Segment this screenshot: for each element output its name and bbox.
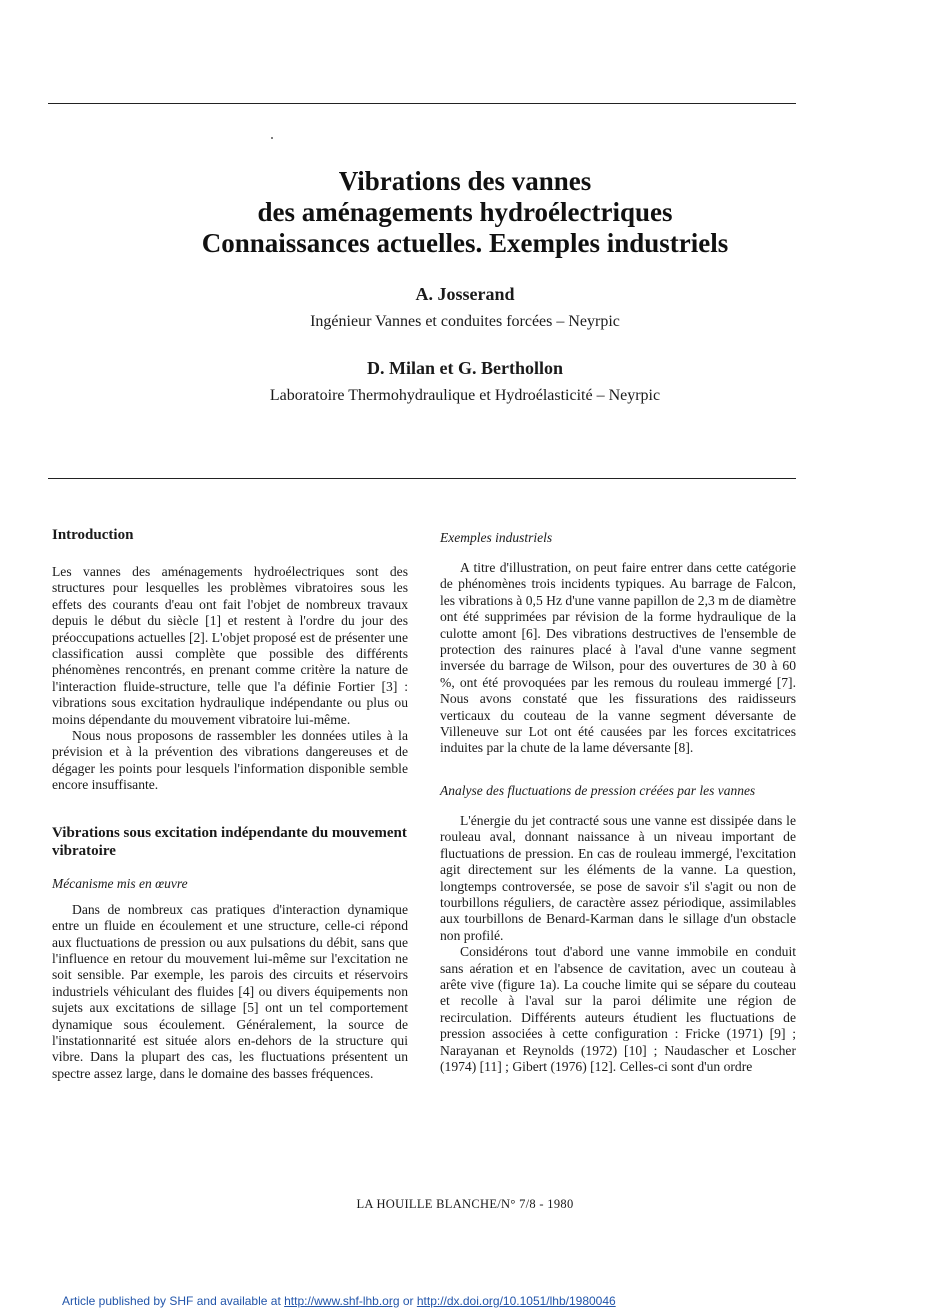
paragraph: Nous nous proposons de rassembler les données utiles à la prévision et à la prévention des vibrations dangereuses et de dégager les points pour lesquels l'information disponible semble encore insuffisante. (52, 728, 408, 793)
credit-text: or (399, 1294, 417, 1308)
top-rule (48, 103, 796, 104)
paragraph: Dans de nombreux cas pratiques d'interaction dynamique entre un fluide en écoulement et une structure, celle-ci répond aux fluctuations de pression ou aux pulsations du débit, sans que l'influence en retour du mouvement lui-même sur l'excitation ne soit sensible. Par exemple, les parois des circuits et réservoirs industriels véhiculant des fluides [4] ou divers équipements non sujets aux excitations de sillage [5] ont un tel comportement dynamique sous écoulement. Généralement, la source de l'instationnarité est située alors en-dehors de la structure qui vibre. Dans la plupart des cas, les fluctuations présentent un spectre assez large, dans le domaine des basses fréquences. (52, 901, 408, 1081)
subsection-heading: Analyse des fluctuations de pression créées par les vannes (440, 782, 756, 798)
left-column (52, 526, 408, 1082)
author-name: A. Josserand (415, 284, 515, 304)
right-column (440, 530, 796, 1075)
publication-credit (62, 1294, 616, 1308)
header-rule (48, 478, 796, 479)
paragraph: Les vannes des aménagements hydroélectriques sont des structures pour lesquelles les problèmes vibratoires sous les effets des courants d'eau ont fait l'objet de nombreux travaux depuis le début du siècle [1] et restent à l'ordre du jour des préoccupations actuelles [2]. L'objet proposé est de présenter une classification aussi complète que possible des différents phénomènes rencontrés, en prenant comme critère la nature de l'interaction fluide-structure, telle que l'a définie Fortier [3] : vibrations sous excitation hydraulique indépendante ou plus ou moins dépendante du mouvement vibratoire lui-même. (52, 564, 408, 727)
subsection-heading: Exemples industriels (440, 530, 553, 545)
section-heading: Vibrations sous excitation indépendante du mouvement vibratoire (52, 824, 407, 859)
paragraph: Considérons tout d'abord une vanne immobile en conduit sans aération et en l'absence de cavitation, avec un couteau à arête vive (figure 1a). La couche limite qui se sépare du couteau et recolle à l'aval sur la paroi délimite une région de recirculation. Différents auteurs étudient les fluctuations de pression associées à cette configuration : Fricke (1971) [9] ; Narayanan et Reynolds (1972) [10] ; Naudascher et Loscher (1974) [11] ; Gibert (1976) [12]. Celles-ci sont d'un ordre (440, 944, 796, 1074)
article-title (0, 166, 930, 259)
shf-link[interactable]: http://www.shf-lhb.org (284, 1294, 400, 1308)
author-affiliation: Laboratoire Thermohydraulique et Hydroélasticité – Neyrpic (269, 387, 661, 404)
speck (271, 137, 273, 139)
title-line-1: Vibrations des vannes (338, 166, 592, 196)
title-line-3: Connaissances actuelles. Exemples industriels (201, 228, 729, 258)
author-affiliation: Ingénieur Vannes et conduites forcées – Neyrpic (310, 313, 620, 330)
paragraph: L'énergie du jet contracté sous une vanne est dissipée dans le rouleau aval, donnant naissance à un niveau important de fluctuations de pression. En cas de rouleau immergé, l'excitation agit directement sur les éléments de la vanne. La question, longtemps controversée, se pose de savoir s'il s'agit ou non de tourbillons réguliers, de caractère assez périodique, assimilables aux tourbillons de Benard-Karman dans le sillage d'un obstacle non profilé. (440, 812, 796, 943)
section-heading: Introduction (52, 527, 134, 543)
journal-footer: LA HOUILLE BLANCHE/N° 7/8 - 1980 (356, 1197, 574, 1211)
author-name: D. Milan et G. Berthollon (367, 358, 563, 378)
doi-link[interactable]: http://dx.doi.org/10.1051/lhb/1980046 (416, 1294, 616, 1308)
credit-text: Article published by SHF and available at (62, 1294, 285, 1308)
subsection-heading: Mécanisme mis en œuvre (52, 875, 188, 891)
title-line-2: des aménagements hydroélectriques (257, 197, 673, 227)
paragraph: A titre d'illustration, on peut faire entrer dans cette catégorie de phénomènes trois incidents typiques. Au barrage de Falcon, les vibrations à 0,5 Hz d'une vanne papillon de 2,3 m de diamètre ont été supprimées par révision de la forme hydraulique de la culotte amont [6]. Des vibrations destructives de l'ensemble de protection des rainures placé à l'aval d'une vanne segment inversée du barrage de Wilson, pour des ouvertures de 30 à 60 %, ont été provoquées par les remous du rouleau immergé [7]. Nous avons constaté que les fissurations des raidisseurs verticaux du couteau de la vanne segment déversante de Villeneuve sur Lot ont été causées par les forces excitatrices induites par la chute de la lame déversante [8]. (440, 560, 796, 756)
